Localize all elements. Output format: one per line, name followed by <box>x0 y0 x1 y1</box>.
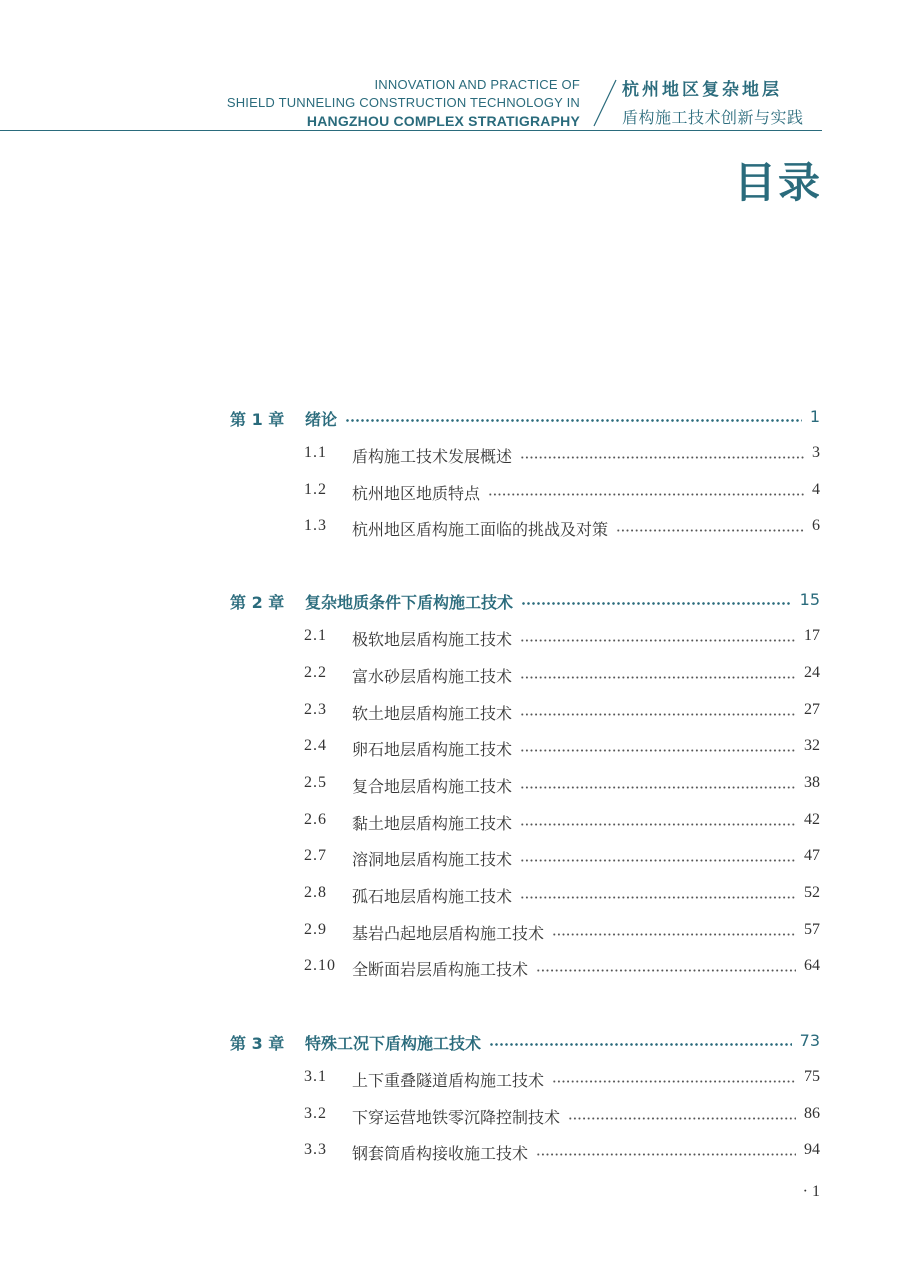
toc-entry-page: 47 <box>804 847 820 864</box>
toc-chapter-row[interactable] <box>0 1031 900 1057</box>
toc-entry-title: 黏土地层盾构施工技术 <box>352 814 513 833</box>
toc-entry-page: 42 <box>804 811 820 828</box>
toc-entry-page: 94 <box>804 1141 820 1158</box>
toc-section-row[interactable] <box>0 957 900 983</box>
toc-entry-page: 1 <box>809 407 820 426</box>
toc-entry-title: 富水砂层盾构施工技术 <box>352 667 513 686</box>
toc-entry-number: 2.6 <box>304 811 327 828</box>
dot-leader <box>520 896 796 899</box>
toc-entry-number: 2.1 <box>304 627 327 644</box>
toc-entry-page: 73 <box>799 1031 820 1050</box>
header-cn-line2: 盾构施工技术创新与实践 <box>622 108 804 127</box>
toc-entry-page: 52 <box>804 884 820 901</box>
dot-leader <box>520 823 796 826</box>
toc-entry-title: 钢套筒盾构接收施工技术 <box>352 1144 529 1163</box>
toc-entry-title: 复杂地质条件下盾构施工技术 <box>305 593 514 612</box>
toc-entry-number: 3.2 <box>304 1105 327 1122</box>
toc-entry-number: 第 2 章 <box>230 593 285 612</box>
toc-entry-title: 杭州地区盾构施工面临的挑战及对策 <box>352 520 609 539</box>
dot-leader <box>489 1043 792 1046</box>
header-cn-line1: 杭州地区复杂地层 <box>622 80 782 100</box>
toc-section-row[interactable] <box>0 481 900 507</box>
dot-leader <box>520 859 796 862</box>
toc-entry-title: 上下重叠隧道盾构施工技术 <box>352 1071 545 1090</box>
header-en-line2: SHIELD TUNNELING CONSTRUCTION TECHNOLOGY IN <box>226 95 580 110</box>
toc-entry-number: 2.4 <box>304 737 327 754</box>
toc-entry-title: 复合地层盾构施工技术 <box>352 777 513 796</box>
toc-entry-page: 3 <box>812 444 820 461</box>
toc-entry-number: 2.7 <box>304 847 327 864</box>
header-english-title <box>227 76 580 130</box>
dot-leader <box>568 1117 796 1120</box>
dot-leader <box>520 456 804 459</box>
toc-entry-number: 3.3 <box>304 1141 327 1158</box>
toc-entry-title: 盾构施工技术发展概述 <box>352 447 513 466</box>
dot-leader <box>345 419 802 422</box>
toc-section-row[interactable] <box>0 627 900 653</box>
toc-section-row[interactable] <box>0 1068 900 1094</box>
toc-entry-title: 全断面岩层盾构施工技术 <box>352 960 529 979</box>
toc-section-row[interactable] <box>0 884 900 910</box>
dot-leader <box>520 749 796 752</box>
toc-section-row[interactable] <box>0 701 900 727</box>
toc-section-row[interactable] <box>0 1105 900 1131</box>
toc-section-row[interactable] <box>0 517 900 543</box>
toc-entry-title: 孤石地层盾构施工技术 <box>352 887 513 906</box>
toc-entry-number: 2.9 <box>304 921 327 938</box>
dot-leader <box>520 713 796 716</box>
header-chinese-title <box>622 76 804 132</box>
page-title: 目录 <box>733 158 822 207</box>
toc-entry-page: 4 <box>812 481 820 498</box>
toc-entry-page: 6 <box>812 517 820 534</box>
toc-chapter-row[interactable] <box>0 590 900 616</box>
toc-entry-number: 1.3 <box>304 517 327 534</box>
toc-section-row[interactable] <box>0 774 900 800</box>
toc-entry-page: 15 <box>799 590 820 609</box>
toc-entry-page: 32 <box>804 737 820 754</box>
dot-leader <box>536 969 796 972</box>
toc-entry-number: 1.1 <box>304 444 327 461</box>
toc-entry-number: 第 1 章 <box>230 410 285 429</box>
dot-leader <box>552 1080 796 1083</box>
toc-section-row[interactable] <box>0 664 900 690</box>
toc-entry-page: 86 <box>804 1105 820 1122</box>
toc-entry-page: 24 <box>804 664 820 681</box>
toc-entry-number: 2.10 <box>304 957 336 974</box>
toc-entry-title: 特殊工况下盾构施工技术 <box>305 1034 482 1053</box>
toc-entry-number: 2.2 <box>304 664 327 681</box>
toc-section-row[interactable] <box>0 847 900 873</box>
dot-leader <box>488 493 804 496</box>
dot-leader <box>552 933 796 936</box>
toc-section-row[interactable] <box>0 811 900 837</box>
toc-entry-number: 1.2 <box>304 481 327 498</box>
slash-divider-icon <box>590 78 620 130</box>
toc-section-row[interactable] <box>0 444 900 470</box>
toc-entry-title: 软土地层盾构施工技术 <box>352 704 513 723</box>
dot-leader <box>520 639 796 642</box>
footer-page-number: · 1 <box>802 1183 820 1200</box>
toc-entry-title: 绪论 <box>305 410 338 429</box>
toc-entry-title: 下穿运营地铁零沉降控制技术 <box>352 1108 561 1127</box>
toc-entry-number: 2.8 <box>304 884 327 901</box>
header-rule <box>0 130 822 131</box>
toc-entry-page: 64 <box>804 957 820 974</box>
toc-chapter-row[interactable] <box>0 407 900 433</box>
toc-entry-title: 极软地层盾构施工技术 <box>352 630 513 649</box>
dot-leader <box>616 529 804 532</box>
toc-entry-title: 卵石地层盾构施工技术 <box>352 740 513 759</box>
toc-entry-title: 溶洞地层盾构施工技术 <box>352 850 513 869</box>
toc-entry-title: 杭州地区地质特点 <box>352 484 481 503</box>
dot-leader <box>536 1153 796 1156</box>
toc-section-row[interactable] <box>0 1141 900 1167</box>
toc-section-row[interactable] <box>0 737 900 763</box>
header-en-line3: HANGZHOU COMPLEX STRATIGRAPHY <box>306 113 580 129</box>
toc-entry-number: 第 3 章 <box>230 1034 285 1053</box>
toc-entry-title: 基岩凸起地层盾构施工技术 <box>352 924 545 943</box>
header-en-line1: INNOVATION AND PRACTICE OF <box>374 77 580 92</box>
toc-entry-page: 57 <box>804 921 820 938</box>
dot-leader <box>520 676 796 679</box>
toc-entry-page: 38 <box>804 774 820 791</box>
toc-entry-page: 27 <box>804 701 820 718</box>
toc-entry-page: 75 <box>804 1068 820 1085</box>
dot-leader <box>520 786 796 789</box>
toc-entry-number: 2.3 <box>304 701 327 718</box>
toc-entry-page: 17 <box>804 627 820 644</box>
toc-section-row[interactable] <box>0 921 900 947</box>
dot-leader <box>521 602 792 605</box>
toc-entry-number: 3.1 <box>304 1068 327 1085</box>
toc-entry-number: 2.5 <box>304 774 327 791</box>
